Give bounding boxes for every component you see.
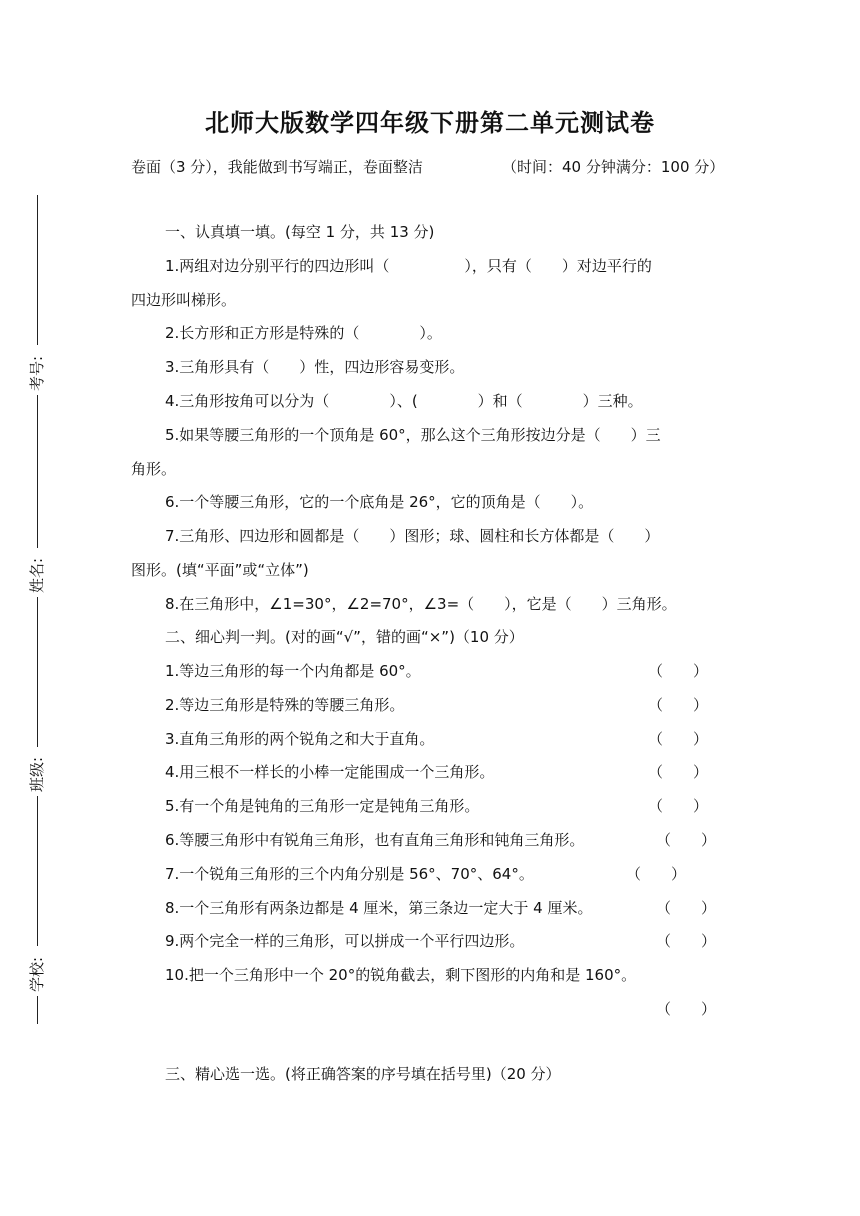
binding-line (37, 796, 38, 946)
subtitle-right: （时间：40 分钟满分：100 分） (502, 158, 725, 176)
section1-line: 1.两组对边分别平行的四边形叫（ ），只有（ ）对边平行的 (165, 257, 652, 275)
answer-paren[interactable]: （ ） (656, 1000, 717, 1018)
answer-paren[interactable]: （ ） (648, 662, 709, 680)
section1-line: 5.如果等腰三角形的一个顶角是 60°，那么这个三角形按边分是（ ）三 (165, 426, 661, 444)
answer-paren[interactable]: （ ） (656, 932, 717, 950)
section1-line: 7.三角形、四边形和圆都是（ ）图形；球、圆柱和长方体都是（ ） (165, 527, 660, 545)
judge-item: 3.直角三角形的两个锐角之和大于直角。 (165, 730, 435, 748)
answer-paren[interactable]: （ ） (656, 899, 717, 917)
answer-paren[interactable]: （ ） (648, 763, 709, 781)
answer-paren[interactable]: （ ） (626, 865, 687, 883)
judge-item: 9.两个完全一样的三角形，可以拼成一个平行四边形。 (165, 932, 525, 950)
binding-line (37, 195, 38, 345)
binding-line (37, 395, 38, 548)
section1-line: 3.三角形具有（ ）性，四边形容易变形。 (165, 358, 465, 376)
answer-paren[interactable]: （ ） (648, 797, 709, 815)
section1-heading: 一、认真填一填。(每空 1 分，共 13 分) (165, 223, 435, 241)
class-label: 班级: (28, 756, 46, 792)
section2-heading: 二、细心判一判。(对的画“√”，错的画“×”)（10 分） (165, 628, 524, 646)
subtitle-left: 卷面（3 分），我能做到书写端正，卷面整洁 (131, 158, 423, 176)
section1-line: 图形。(填“平面”或“立体”) (131, 561, 309, 579)
section1-line: 4.三角形按角可以分为（ ）、( ）和（ ）三种。 (165, 392, 643, 410)
judge-item: 4.用三根不一样长的小棒一定能围成一个三角形。 (165, 763, 495, 781)
binding-line (37, 996, 38, 1024)
section1-line: 6.一个等腰三角形，它的一个底角是 26°，它的顶角是（ ）。 (165, 493, 594, 511)
exam-no-label: 考号: (28, 355, 46, 391)
section1-line: 2.长方形和正方形是特殊的（ ）。 (165, 324, 442, 342)
section1-line: 8.在三角形中，∠1=30°，∠2=70°，∠3=（ ），它是（ ）三角形。 (165, 595, 677, 613)
page-title: 北师大版数学四年级下册第二单元测试卷 (205, 109, 655, 137)
answer-paren[interactable]: （ ） (656, 831, 717, 849)
judge-item: 7.一个锐角三角形的三个内角分别是 56°、70°、64°。 (165, 865, 534, 883)
name-label: 姓名: (28, 557, 46, 593)
section1-line: 角形。 (131, 460, 177, 478)
answer-paren[interactable]: （ ） (648, 730, 709, 748)
judge-item: 5.有一个角是钝角的三角形一定是钝角三角形。 (165, 797, 480, 815)
judge-item: 10.把一个三角形中一个 20°的锐角截去，剩下图形的内角和是 160°。 (165, 966, 637, 984)
judge-item: 1.等边三角形的每一个内角都是 60°。 (165, 662, 421, 680)
section1-line: 四边形叫梯形。 (131, 291, 237, 309)
judge-item: 2.等边三角形是特殊的等腰三角形。 (165, 696, 405, 714)
judge-item: 6.等腰三角形中有锐角三角形，也有直角三角形和钝角三角形。 (165, 831, 585, 849)
school-label: 学校: (28, 956, 46, 992)
answer-paren[interactable]: （ ） (648, 696, 709, 714)
section3-heading: 三、精心选一选。(将正确答案的序号填在括号里)（20 分） (165, 1065, 561, 1083)
judge-item: 8.一个三角形有两条边都是 4 厘米，第三条边一定大于 4 厘米。 (165, 899, 593, 917)
binding-line (37, 597, 38, 747)
